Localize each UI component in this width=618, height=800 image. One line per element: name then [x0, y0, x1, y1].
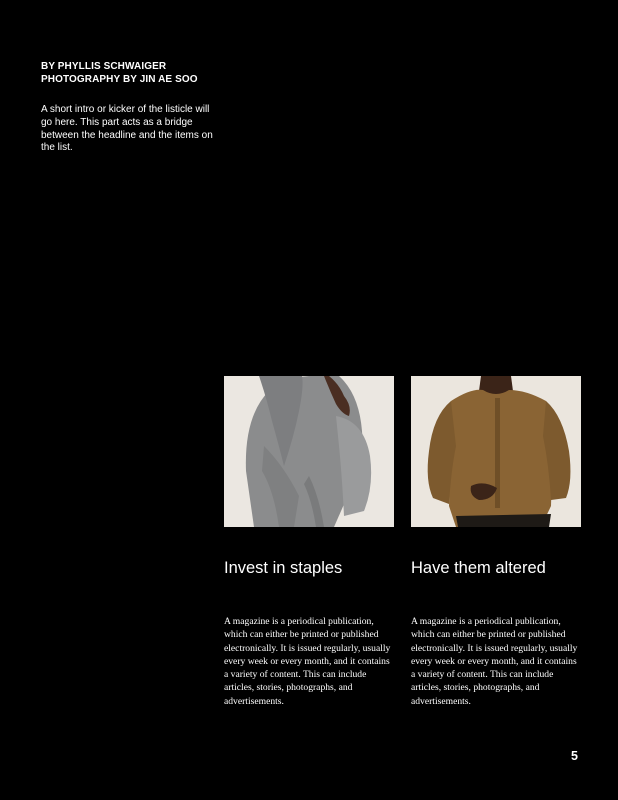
item-body: A magazine is a periodical publication, which can either be printed or published electronically. It is issued regularly, usually every week or every month, and it contains a variety of content. This can include articles, stories, photographs, and advertisements. — [411, 616, 578, 707]
byline — [41, 60, 198, 86]
photographer-credit: PHOTOGRAPHY BY JIN AE SOO — [41, 74, 198, 85]
item-headline: Invest in staples — [224, 559, 343, 577]
page-number: 5 — [571, 749, 578, 763]
list-item-2 — [411, 376, 581, 708]
photo-gray-hoodie — [224, 376, 394, 527]
photo-brown-shirt — [411, 376, 581, 527]
intro-kicker: A short intro or kicker of the listicle will go here. This part acts as a bridge between the headline and the items on the list. — [41, 104, 213, 154]
author-credit: BY PHYLLIS SCHWAIGER — [41, 61, 167, 72]
item-body: A magazine is a periodical publication, which can either be printed or published electronically. It is issued regularly, usually every week or every month, and it contains a variety of content. This can include articles, stories, photographs, and advertisements. — [224, 616, 391, 707]
list-item-1 — [224, 376, 394, 708]
item-headline: Have them altered — [411, 559, 546, 577]
